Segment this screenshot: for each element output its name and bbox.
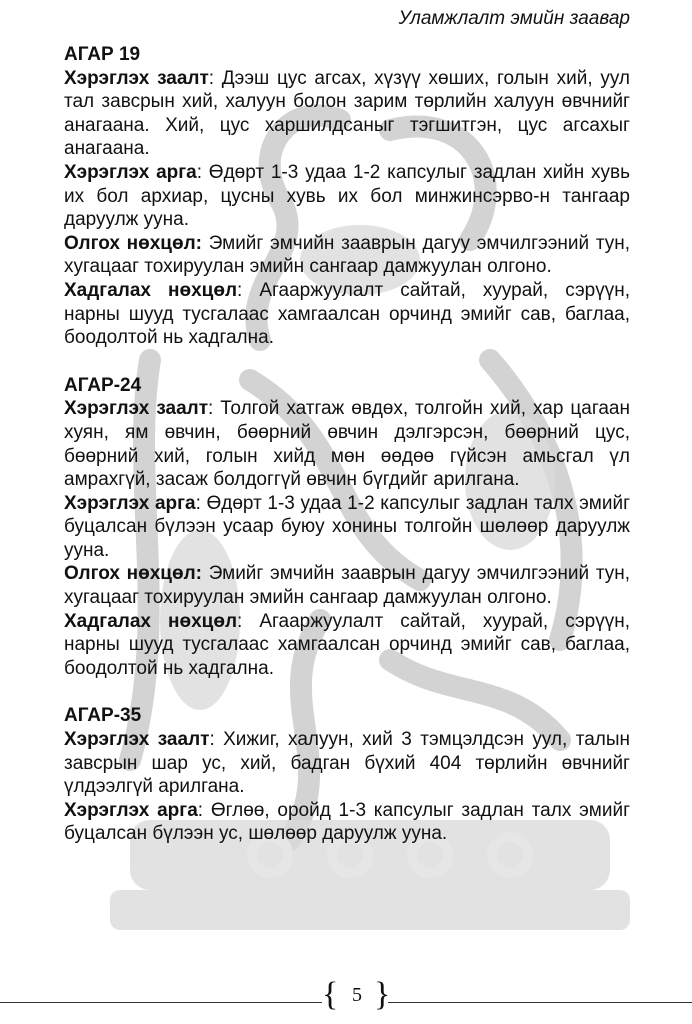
page-number: 5 <box>352 984 362 1006</box>
left-brace-ornament: { <box>322 976 339 1013</box>
usage-paragraph <box>64 492 630 563</box>
indication-paragraph <box>64 397 630 491</box>
paragraph-text: Өдөрт 1-3 удаа 1-2 капсулыг задлан талх эмийг буцалсан бүлээн усаар буюу хонины толгойн шөлөөр даруулж ууна. <box>64 492 631 561</box>
paragraph-label: Хэрэглэх заалт <box>64 398 209 420</box>
storage-paragraph <box>64 279 630 350</box>
paragraph-label: Хадгалах нөхцөл <box>64 279 238 301</box>
usage-paragraph <box>64 799 630 846</box>
paragraph-text: Өдөрт 1-3 удаа 1-2 капсулыг задлан хийн хувь их бол архиар, цусны хувь их бол минжинсэрво-н тангаар даруулж ууна. <box>64 161 630 231</box>
section-title: АГАР-24 <box>64 374 142 396</box>
paragraph-label: Хадгалах нөхцөл <box>64 610 238 632</box>
paragraph-label: Олгох нөхцөл: <box>64 563 202 585</box>
label-separator: : <box>208 67 215 89</box>
section-agar-24 <box>64 374 630 681</box>
paragraph-label: Хэрэглэх арга <box>64 799 198 821</box>
paragraph-text: Хижиг, халуун, хий 3 тэмцэлдсэн уул, талын завсрын шар ус, хий, бадган бүхий 404 төрлийн өвчнийг үлдээлгүй арилгана. <box>64 729 630 798</box>
paragraph-text: Агааржуулалт сайтай, хуурай, сэрүүн, нарны шууд тусгалаас хамгаалсан орчинд эмийг сав, баглаа, боодолтой нь хадгална. <box>64 279 630 349</box>
section-title: АГАР-35 <box>64 705 142 727</box>
running-header: Уламжлалт эмийн заавар <box>398 8 630 29</box>
indication-paragraph <box>64 728 630 799</box>
storage-paragraph <box>64 610 630 681</box>
label-separator: : <box>209 729 215 751</box>
paragraph-text: Толгой хатгаж өвдөх, толгойн хий, хар цагаан хуян, ям өвчин, бөөрний өвчин дэлгэрсэн, бөөрний цус, бөөрний хий, голын хийд мөн өөдөө гүйсэн амьсгал үл амрахгүй, засаж болдоггүй өвчин бүгдийг арилгана. <box>64 398 630 491</box>
dispensing-paragraph <box>64 562 630 609</box>
section-spacer <box>64 680 630 704</box>
paragraph-text: Агааржуулалт сайтай, хуурай, сэрүүн, нарны шууд тусгалаас хамгаалсан орчинд эмийг сав, баглаа, боодолтой нь хадгална. <box>64 610 630 679</box>
document-body <box>64 43 630 846</box>
paragraph-text: Өглөө, оройд 1-3 капсулыг задлан талх эмийг буцалсан бүлээн ус, шөлөөр даруулж ууна. <box>64 799 631 845</box>
footer-rule-left <box>0 1002 322 1003</box>
section-title: АГАР 19 <box>64 44 141 65</box>
label-separator: : <box>197 799 204 821</box>
dispensing-paragraph <box>64 232 630 279</box>
label-separator: : <box>196 161 203 183</box>
paragraph-label: Хэрэглэх заалт <box>64 729 210 751</box>
paragraph-label: Хэрэглэх арга <box>64 161 197 183</box>
label-separator: : <box>237 279 243 301</box>
paragraph-text: Эмийг эмчийн зааврын дагуу эмчилгээний тун, хугацааг тохируулан эмийн сангаар дамжуулан олгоно. <box>64 563 631 609</box>
usage-paragraph <box>64 161 630 232</box>
footer-rule-right <box>388 1002 692 1003</box>
paragraph-label: Хэрэглэх заалт <box>64 67 209 89</box>
paragraph-text: Дээш цус агсах, хүзүү хөших, голын хий, уул тал завсрын хий, халуун болон зарим төрлийн халуун өвчнийг анагаана. Хий, цус харшилдсаныг тэгшитгэн, цус агсахыг анагаана. <box>64 67 630 160</box>
right-brace-ornament: } <box>374 976 391 1013</box>
label-separator: : <box>237 610 243 632</box>
indication-paragraph <box>64 67 630 161</box>
section-agar-19 <box>64 43 630 350</box>
label-separator: : <box>195 492 201 514</box>
section-spacer <box>64 350 630 374</box>
section-agar-35 <box>64 704 630 846</box>
label-separator: : <box>208 398 214 420</box>
paragraph-label: Олгох нөхцөл: <box>64 232 202 254</box>
paragraph-text: Эмийг эмчийн зааврын дагуу эмчилгээний тун, хугацааг тохируулан эмийн сангаар дамжуулан олгоно. <box>64 232 631 278</box>
paragraph-label: Хэрэглэх арга <box>64 492 196 514</box>
